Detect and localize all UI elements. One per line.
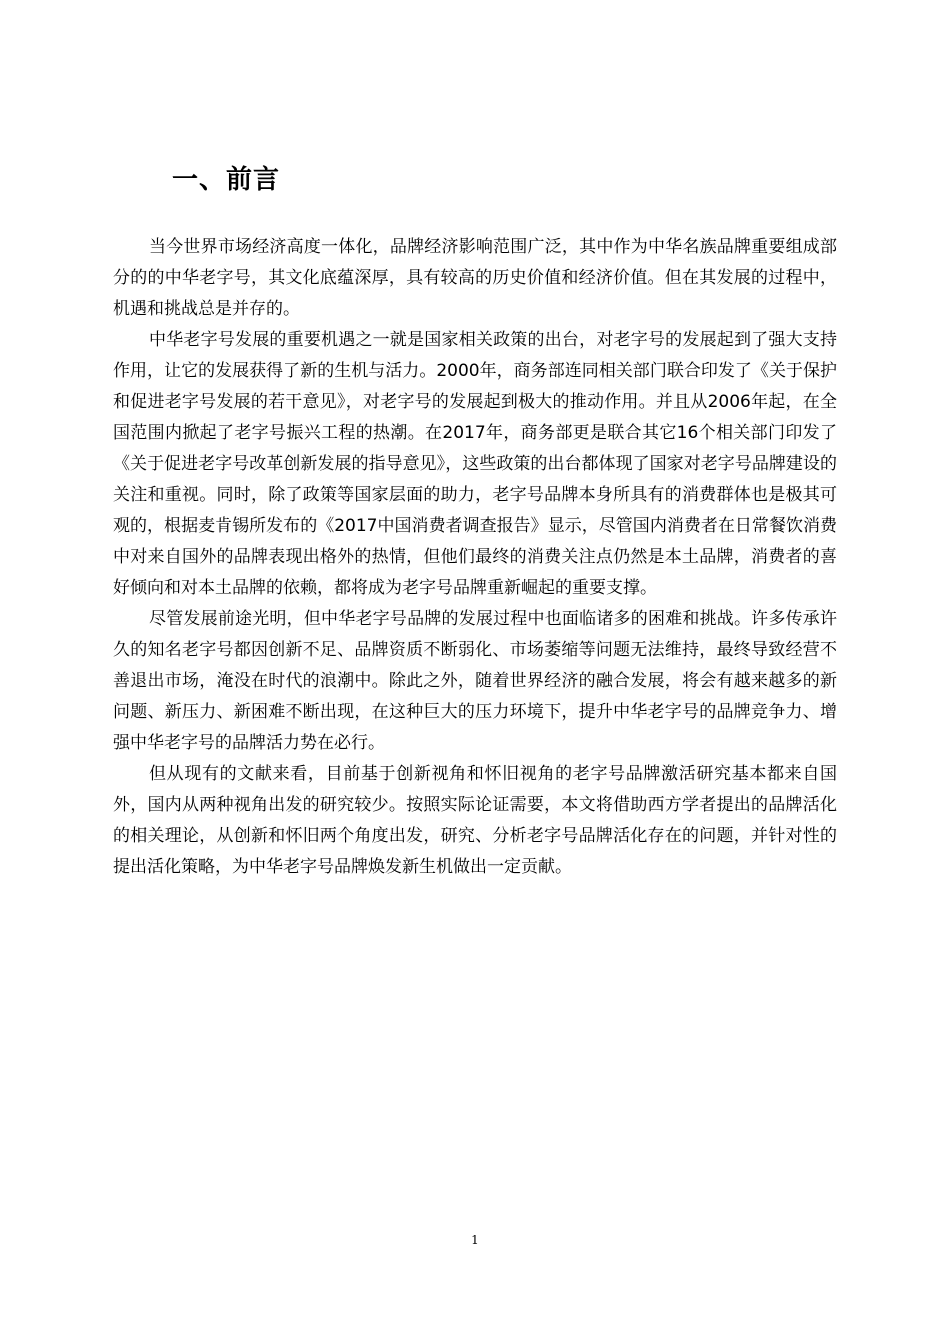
paragraph: 当今世界市场经济高度一体化，品牌经济影响范围广泛，其中作为中华名族品牌重要组成部分的的中华老字号，其文化底蕴深厚，具有较高的历史价值和经济价值。但在其发展的过程中，机遇和挑战总是并存的。	[113, 237, 837, 319]
body-text	[113, 232, 837, 883]
paragraph: 尽管发展前途光明，但中华老字号品牌的发展过程中也面临诸多的困难和挑战。许多传承许久的知名老字号都因创新不足、品牌资质不断弱化、市场萎缩等问题无法维持，最终导致经营不善退出市场，淹没在时代的浪潮中。除此之外，随着世界经济的融合发展，将会有越来越多的新问题、新压力、新困难不断出现，在这种巨大的压力环境下，提升中华老字号的品牌竞争力、增强中华老字号的品牌活力势在必行。	[113, 609, 837, 753]
paragraph: 但从现有的文献来看，目前基于创新视角和怀旧视角的老字号品牌激活研究基本都来自国外，国内从两种视角出发的研究较少。按照实际论证需要，本文将借助西方学者提出的品牌活化的相关理论，从创新和怀旧两个角度出发，研究、分析老字号品牌活化存在的问题，并针对性的提出活化策略，为中华老字号品牌焕发新生机做出一定贡献。	[113, 764, 837, 877]
paragraph: 中华老字号发展的重要机遇之一就是国家相关政策的出台，对老字号的发展起到了强大支持作用，让它的发展获得了新的生机与活力。2000年，商务部连同相关部门联合印发了《关于保护和促进老字号发展的若干意见》，对老字号的发展起到极大的推动作用。并且从2006年起，在全国范围内掀起了老字号振兴工程的热潮。在2017年，商务部更是联合其它16个相关部门印发了《关于促进老字号改革创新发展的指导意见》，这些政策的出台都体现了国家对老字号品牌建设的关注和重视。同时，除了政策等国家层面的助力，老字号品牌本身所具有的消费群体也是极其可观的，根据麦肯锡所发布的《2017中国消费者调查报告》显示，尽管国内消费者在日常餐饮消费中对来自国外的品牌表现出格外的热情，但他们最终的消费关注点仍然是本土品牌，消费者的喜好倾向和对本土品牌的依赖，都将成为老字号品牌重新崛起的重要支撑。	[113, 330, 837, 598]
page-number: 1	[471, 1233, 479, 1247]
section-heading: 一、前言	[172, 165, 281, 195]
